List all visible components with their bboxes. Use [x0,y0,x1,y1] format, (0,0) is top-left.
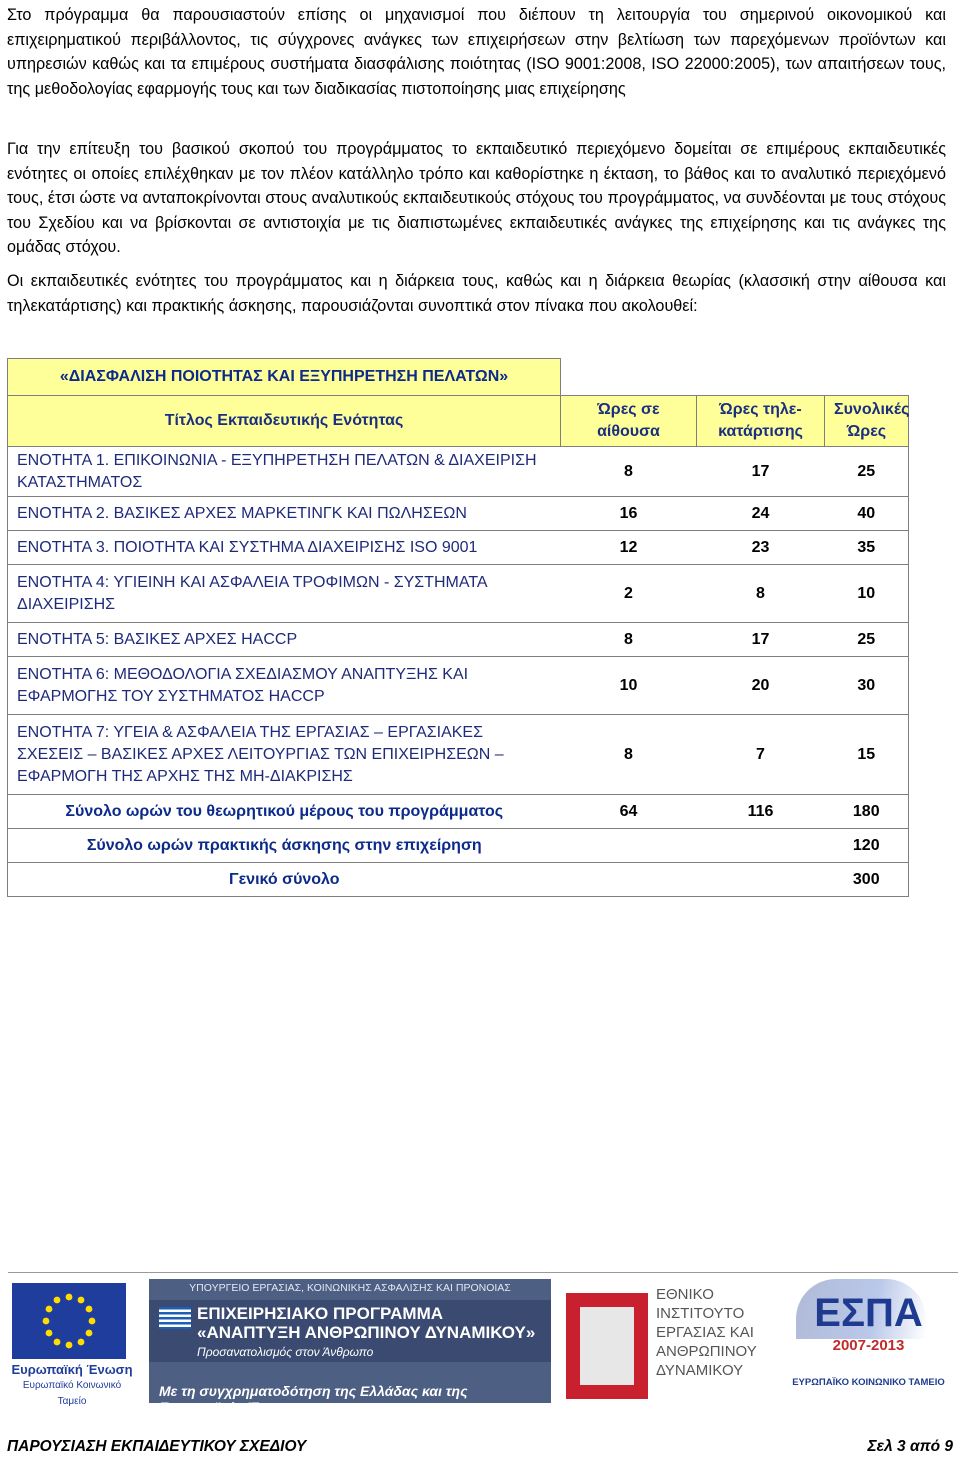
grand-total-hours: 300 [825,863,909,897]
table-row [8,497,909,531]
header-total: Συνολικές Ώρες [825,396,909,447]
program-title: ΕΠΙΧΕΙΡΗΣΙΑΚΟ ΠΡΟΓΡΑΜΜΑ «ΑΝΑΠΤΥΞΗ ΑΝΘΡΩΠΙΝΟΥ ΔΥΝΑΜΙΚΟΥ» [197,1304,536,1342]
unit-classroom-hours: 16 [561,497,697,531]
theory-total-hours: 180 [825,795,909,829]
theory-total-elearning: 116 [697,795,825,829]
header-classroom: Ώρες σε αίθουσα [561,396,697,447]
practice-total-hours: 120 [825,829,909,863]
table-title: «ΔΙΑΣΦΑΛΙΣΗ ΠΟΙΟΤΗΤΑΣ ΚΑΙ ΕΞΥΠΗΡΕΤΗΣΗ ΠΕΛΑΤΩΝ» [8,359,561,396]
unit-elearning-hours: 20 [697,657,825,715]
header-elearning: Ώρες τηλε-κατάρτισης [697,396,825,447]
ministry-logo [149,1279,551,1415]
institute-name: ΕΘΝΙΚΟ ΙΝΣΤΙΤΟΥΤΟ ΕΡΓΑΣΙΑΣ ΚΑΙ ΑΝΘΡΩΠΙΝΟΥ ΔΥΝΑΜΙΚΟΥ [656,1286,757,1379]
program-slogan: Προσανατολισμός στον Άνθρωπο [197,1345,374,1359]
eu-label [10,1363,134,1409]
cofinance-text: Με τη συγχρηματοδότηση της Ελλάδας και της Ευρωπαϊκής Ένωσης [159,1383,468,1415]
unit-elearning-hours: 7 [697,715,825,795]
unit-classroom-hours: 8 [561,715,697,795]
unit-total-hours: 10 [825,565,909,623]
unit-total-hours: 35 [825,531,909,565]
unit-title: ΕΝΟΤΗΤΑ 6: ΜΕΘΟΔΟΛΟΓΙΑ ΣΧΕΔΙΑΣΜΟΥ ΑΝΑΠΤΥΞΗΣ ΚΑΙ ΕΦΑΡΜΟΓΗΣ ΤΟΥ ΣΥΣΤΗΜΑΤΟΣ HACCP [8,657,561,715]
practice-total-row [8,829,909,863]
espa-fund: ΕΥΡΩΠΑΪΚΟ ΚΟΙΝΩΝΙΚΟ ΤΑΜΕΙΟ [792,1377,945,1388]
grand-total-label: Γενικό σύνολο [8,863,561,897]
unit-title: ΕΝΟΤΗΤΑ 2. ΒΑΣΙΚΕΣ ΑΡΧΕΣ ΜΑΡΚΕΤΙΝΓΚ ΚΑΙ ΠΩΛΗΣΕΩΝ [8,497,561,531]
unit-total-hours: 40 [825,497,909,531]
unit-elearning-hours: 24 [697,497,825,531]
structure-paragraph: Για την επίτευξη του βασικού σκοπού του προγράμματος το εκπαιδευτικό περιεχόμενο δομείται σε επιμέρους εκπαιδευτικές ενότητες οι οποίες επιλέχθηκαν με τον πλέον κατάλληλο τρόπο και καθορίστηκε η έκταση, το βάθος και το αναλυτικό περιεχόμενό τους, έτσι ώστε να ανταποκρίνονται στους αναλυτικούς εκπαιδευτικούς στόχους του προγράμματος, να συνδέονται με τους στόχους του Σχεδίου και να βρίσκονται σε αντιστοιχία με τις διαπιστωμένες εκπαιδευτικές ανάγκες της επιχείρησης και τις ανάγκες της ομάδας στόχου. [7,140,946,257]
unit-total-hours: 30 [825,657,909,715]
eu-name: Ευρωπαϊκή Ένωση [11,1362,133,1377]
eiead-logo-icon [566,1293,648,1399]
unit-title: ΕΝΟΤΗΤΑ 1. ΕΠΙΚΟΙΝΩΝΙΑ - ΕΞΥΠΗΡΕΤΗΣΗ ΠΕΛΑΤΩΝ & ΔΙΑΧΕΙΡΙΣΗ ΚΑΤΑΣΤΗΜΑΤΟΣ [8,447,561,497]
table-row [8,565,909,623]
unit-total-hours: 25 [825,623,909,657]
header-unit-title: Τίτλος Εκπαιδευτικής Ενότητας [8,396,561,447]
unit-elearning-hours: 17 [697,447,825,497]
greek-flag-icon [159,1307,191,1329]
practice-total-label: Σύνολο ωρών πρακτικής άσκησης στην επιχείρηση [8,829,561,863]
unit-total-hours: 15 [825,715,909,795]
unit-elearning-hours: 23 [697,531,825,565]
table-row [8,531,909,565]
theory-total-label: Σύνολο ωρών του θεωρητικού μέρους του προγράμματος [8,795,561,829]
unit-title: ΕΝΟΤΗΤΑ 5: ΒΑΣΙΚΕΣ ΑΡΧΕΣ HACCP [8,623,561,657]
grand-total-row [8,863,909,897]
unit-classroom-hours: 10 [561,657,697,715]
unit-classroom-hours: 8 [561,623,697,657]
unit-elearning-hours: 8 [697,565,825,623]
unit-classroom-hours: 12 [561,531,697,565]
unit-title: ΕΝΟΤΗΤΑ 3. ΠΟΙΟΤΗΤΑ ΚΑΙ ΣΥΣΤΗΜΑ ΔΙΑΧΕΙΡΙΣΗΣ ISO 9001 [8,531,561,565]
table-row [8,623,909,657]
footer-doc-title: ΠΑΡΟΥΣΙΑΣΗ ΕΚΠΑΙΔΕΥΤΙΚΟΥ ΣΧΕΔΙΟΥ [7,1438,307,1455]
unit-elearning-hours: 17 [697,623,825,657]
table-row [8,447,909,497]
ministry-header: ΥΠΟΥΡΓΕΙΟ ΕΡΓΑΣΙΑΣ, ΚΟΙΝΩΝΙΚΗΣ ΑΣΦΑΛΙΣΗΣ ΚΑΙ ΠΡΟΝΟΙΑΣ [189,1282,511,1294]
unit-title: ΕΝΟΤΗΤΑ 7: ΥΓΕΙΑ & ΑΣΦΑΛΕΙΑ ΤΗΣ ΕΡΓΑΣΙΑΣ – ΕΡΓΑΣΙΑΚΕΣ ΣΧΕΣΕΙΣ – ΒΑΣΙΚΕΣ ΑΡΧΕΣ ΛΕΙΤΟΥΡΓΙΑΣ ΤΩΝ ΕΠΙΧΕΙΡΗΣΕΩΝ – ΕΦΑΡΜΟΓΗ ΤΗΣ ΑΡΧΗΣ ΤΗΣ ΜΗ-ΔΙΑΚΡΙΣΗΣ [8,715,561,795]
table-row [8,715,909,795]
unit-title: ΕΝΟΤΗΤΑ 4: ΥΓΙΕΙΝΗ ΚΑΙ ΑΣΦΑΛΕΙΑ ΤΡΟΦΙΜΩΝ - ΣΥΣΤΗΜΑΤΑ ΔΙΑΧΕΙΡΙΣΗΣ [8,565,561,623]
unit-classroom-hours: 8 [561,447,697,497]
espa-title: ΕΣΠΑ [814,1291,923,1335]
unit-total-hours: 25 [825,447,909,497]
units-table [7,358,909,897]
sponsor-banner [8,1272,958,1416]
summary-paragraph: Οι εκπαιδευτικές ενότητες του προγράμματος και η διάρκεια τους, καθώς και η διάρκεια θεωρίας (κλασσική στην αίθουσα και τηλεκατάρτισης) και πρακτικής άσκησης, παρουσιάζονται συνοπτικά στον πίνακα που ακολουθεί: [7,272,946,315]
theory-total-row [8,795,909,829]
espa-logo [786,1279,956,1399]
eu-flag-icon [12,1283,126,1359]
intro-paragraph: Στο πρόγραμμα θα παρουσιαστούν επίσης οι μηχανισμοί που διέπουν τη λειτουργία του σημερινού οικονομικού και επιχειρηματικού περιβάλλοντος, τις σύγχρονες ανάγκες των επιχειρήσεων στην βελτίωση των παρεχόμενων προϊόντων και υπηρεσιών καθώς και τα επιμέρους συστήματα διασφάλισης ποιότητας (ISO 9001:2008, ISO 22000:2005), των απαιτήσεων τους, της μεθοδολογίας εφαρμογής τους και των διαδικασίας πιστοποίησης μιας επιχείρησης [7,6,946,98]
espa-years: 2007-2013 [832,1337,905,1354]
theory-total-classroom: 64 [561,795,697,829]
footer-page-number: Σελ 3 από 9 [867,1438,953,1455]
eu-fund: Ευρωπαϊκό Κοινωνικό Ταμείο [22,1380,122,1407]
table-row [8,657,909,715]
unit-classroom-hours: 2 [561,565,697,623]
